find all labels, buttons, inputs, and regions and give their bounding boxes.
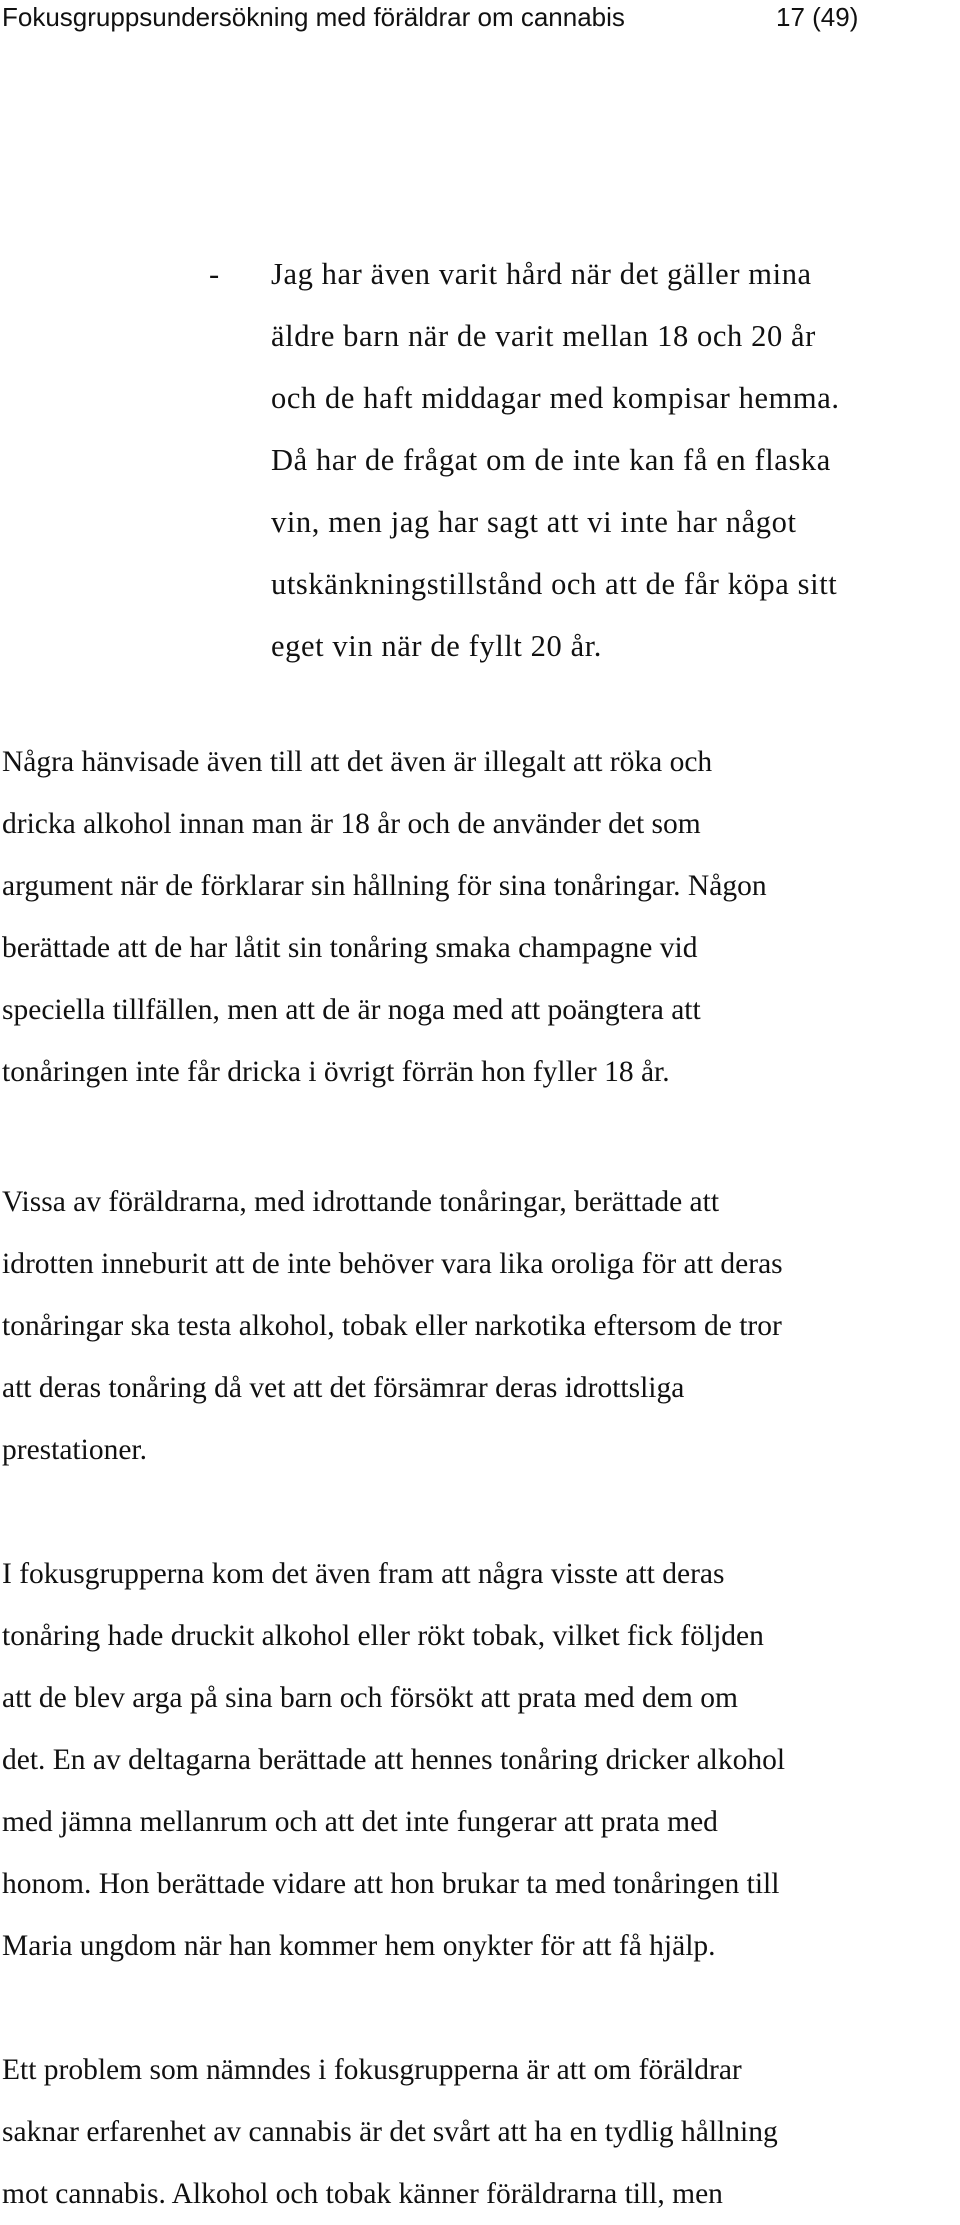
paragraph-line: tonåringen inte får dricka i övrigt förrän hon fyller 18 år.: [2, 1056, 670, 1088]
paragraph-line: speciella tillfällen, men att de är noga med att poängtera att: [2, 994, 701, 1026]
paragraph-line: med jämna mellanrum och att det inte fungerar att prata med: [2, 1806, 718, 1838]
paragraph-line: idrotten inneburit att de inte behöver vara lika oroliga för att deras: [2, 1248, 783, 1280]
paragraph-line: att de blev arga på sina barn och försökt att prata med dem om: [2, 1682, 738, 1714]
quote-line: vin, men jag har sagt att vi inte har något: [271, 505, 797, 539]
quote-line: äldre barn när de varit mellan 18 och 20 år: [271, 319, 816, 353]
quote-line: utskänkningstillstånd och att de får köpa sitt: [271, 567, 838, 601]
paragraph-illegal-age: [2, 731, 957, 1103]
document-title: Fokusgruppsundersökning med föräldrar om cannabis: [2, 2, 625, 32]
page-number: 17 (49): [776, 2, 859, 32]
paragraph-line: I fokusgrupperna kom det även fram att några visste att deras: [2, 1558, 725, 1590]
paragraph-focus-groups: [2, 1543, 957, 1977]
paragraph-line: Vissa av föräldrarna, med idrottande tonåringar, berättade att: [2, 1186, 720, 1218]
paragraph-line: dricka alkohol innan man är 18 år och de använder det som: [2, 808, 701, 840]
paragraph-line: tonåringar ska testa alkohol, tobak eller narkotika eftersom de tror: [2, 1310, 782, 1342]
paragraph-sports: [2, 1171, 957, 1481]
paragraph-cannabis-problem: [2, 2039, 957, 2225]
paragraph-line: saknar erfarenhet av cannabis är det svårt att ha en tydlig hållning: [2, 2116, 778, 2148]
quote-line: eget vin när de fyllt 20 år.: [271, 629, 603, 663]
paragraph-line: att deras tonåring då vet att det försämrar deras idrottsliga: [2, 1372, 685, 1404]
paragraph-line: tonåring hade druckit alkohol eller rökt tobak, vilket fick följden: [2, 1620, 764, 1652]
paragraph-line: prestationer.: [2, 1434, 147, 1466]
quote-text: [271, 243, 960, 677]
paragraph-line: Några hänvisade även till att det även är illegalt att röka och: [2, 746, 713, 778]
paragraph-line: berättade att de har låtit sin tonåring smaka champagne vid: [2, 932, 698, 964]
paragraph-line: Ett problem som nämndes i fokusgrupperna är att om föräldrar: [2, 2054, 742, 2086]
page-header: [0, 0, 960, 40]
paragraph-line: mot cannabis. Alkohol och tobak känner föräldrarna till, men: [2, 2178, 723, 2210]
paragraph-line: det. En av deltagarna berättade att hennes tonåring dricker alkohol: [2, 1744, 786, 1776]
paragraph-line: honom. Hon berättade vidare att hon brukar ta med tonåringen till: [2, 1868, 780, 1900]
paragraph-line: argument när de förklarar sin hållning för sina tonåringar. Någon: [2, 870, 767, 902]
quote-line: Då har de frågat om de inte kan få en flaska: [271, 443, 831, 477]
quote-line: Jag har även varit hård när det gäller mina: [271, 257, 812, 291]
quote-dash: -: [209, 257, 220, 291]
paragraph-line: Maria ungdom när han kommer hem onykter för att få hjälp.: [2, 1930, 716, 1962]
quote-line: och de haft middagar med kompisar hemma.: [271, 381, 840, 415]
